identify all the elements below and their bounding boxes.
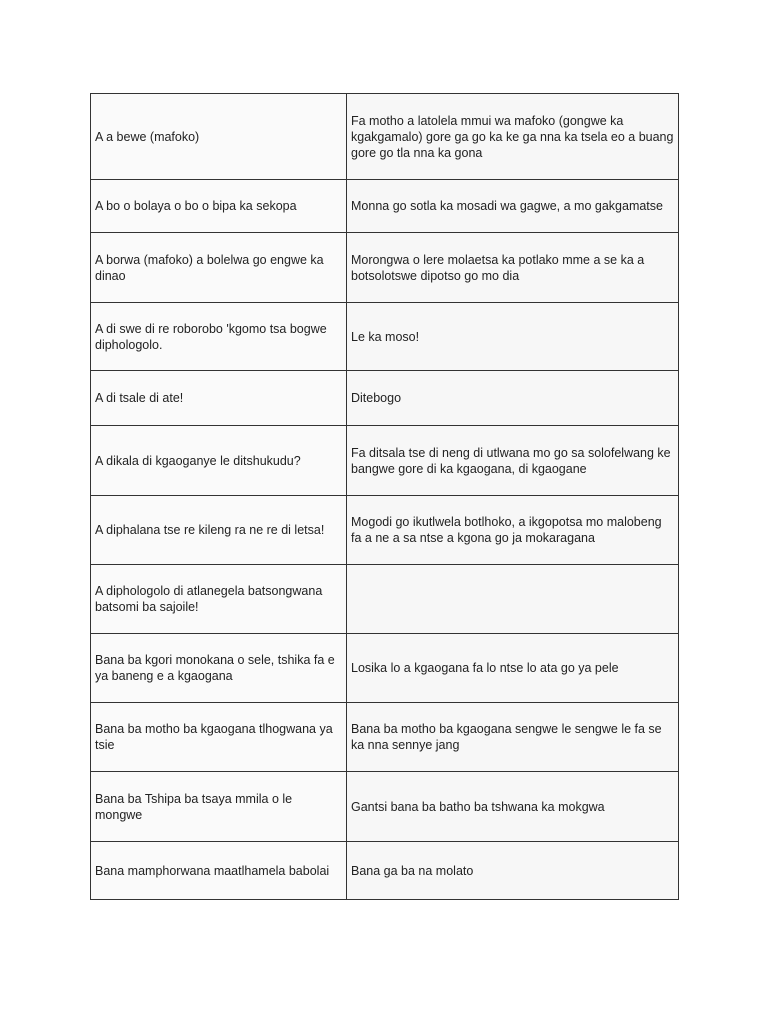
proverb-cell: Bana ba motho ba kgaogana tlhogwana ya tsie: [91, 703, 347, 772]
meaning-cell: Ditebogo: [347, 371, 679, 426]
proverbs-table: [90, 93, 679, 900]
meaning-cell: Morongwa o lere molaetsa ka potlako mme a se ka a botsolotswe dipotso go mo dia: [347, 233, 679, 303]
proverb-cell: A diphalana tse re kileng ra ne re di letsa!: [91, 496, 347, 565]
meaning-cell: Bana ba motho ba kgaogana sengwe le sengwe le fa se ka nna sennye jang: [347, 703, 679, 772]
proverb-cell: A borwa (mafoko) a bolelwa go engwe ka dinao: [91, 233, 347, 303]
proverb-cell: A a bewe (mafoko): [91, 94, 347, 180]
table-row: [91, 703, 679, 772]
meaning-cell: Monna go sotla ka mosadi wa gagwe, a mo gakgamatse: [347, 180, 679, 233]
proverb-cell: A bo o bolaya o bo o bipa ka sekopa: [91, 180, 347, 233]
meaning-cell: Bana ga ba na molato: [347, 842, 679, 900]
proverb-cell: Bana ba kgori monokana o sele, tshika fa e ya baneng e a kgaogana: [91, 634, 347, 703]
table-row: [91, 371, 679, 426]
table-row: [91, 772, 679, 842]
meaning-cell: Mogodi go ikutlwela botlhoko, a ikgopotsa mo malobeng fa a ne a sa ntse a kgona go ja mokaragana: [347, 496, 679, 565]
table-row: [91, 180, 679, 233]
table-row: [91, 94, 679, 180]
meaning-cell: Losika lo a kgaogana fa lo ntse lo ata go ya pele: [347, 634, 679, 703]
proverb-cell: A dikala di kgaoganye le ditshukudu?: [91, 426, 347, 496]
table-row: [91, 634, 679, 703]
meaning-cell: Fa motho a latolela mmui wa mafoko (gongwe ka kgakgamalo) gore ga go ka ke ga nna ka tsela eo a buang gore go tla nna ka gona: [347, 94, 679, 180]
proverb-cell: A di tsale di ate!: [91, 371, 347, 426]
meaning-cell: Le ka moso!: [347, 303, 679, 371]
table-row: [91, 233, 679, 303]
table-row: [91, 426, 679, 496]
table-row: [91, 565, 679, 634]
proverb-cell: A diphologolo di atlanegela batsongwana batsomi ba sajoile!: [91, 565, 347, 634]
table-row: [91, 303, 679, 371]
proverb-cell: Bana mamphorwana maatlhamela babolai: [91, 842, 347, 900]
proverb-cell: Bana ba Tshipa ba tsaya mmila o le mongwe: [91, 772, 347, 842]
table-row: [91, 842, 679, 900]
meaning-cell: [347, 565, 679, 634]
meaning-cell: Gantsi bana ba batho ba tshwana ka mokgwa: [347, 772, 679, 842]
table-row: [91, 496, 679, 565]
proverb-cell: A di swe di re roborobo 'kgomo tsa bogwe diphologolo.: [91, 303, 347, 371]
meaning-cell: Fa ditsala tse di neng di utlwana mo go sa solofelwang ke bangwe gore di ka kgaogana, di kgaogane: [347, 426, 679, 496]
